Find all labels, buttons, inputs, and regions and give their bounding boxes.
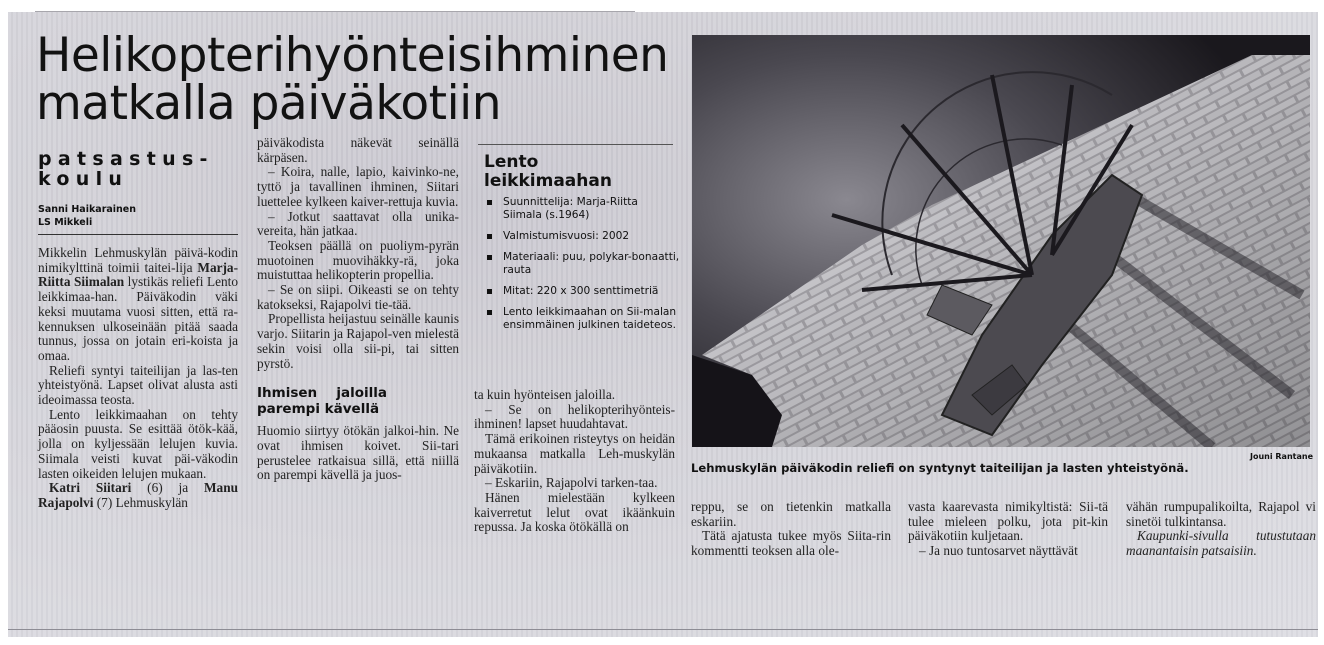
- article-column-3: [474, 388, 675, 535]
- paragraph: reppu, se on tietenkin matkalla eskariin.: [691, 499, 891, 529]
- paragraph: – Se on siipi. Oikeasti se on tehty katokseksi, Rajapolvi tie-tää.: [257, 282, 459, 312]
- paragraph: – Ja nuo tuntosarvet näyttävät: [919, 543, 1078, 559]
- factbox-item: Valmistumisvuosi: 2002: [484, 230, 680, 243]
- kicker-line-2: koulu: [38, 168, 129, 190]
- factbox-list: [484, 196, 680, 332]
- series-note: Kaupunki-sivulla tutustutaan maanantaisin patsaisiin.: [1126, 528, 1316, 559]
- photo-credit: Jouni Rantane: [1250, 452, 1313, 461]
- headline-line-1: Helikopterihyönteisihminen: [36, 28, 669, 83]
- factbox-item: Materiaali: puu, polykar-bonaatti, rauta: [484, 251, 680, 277]
- article-column-4: [691, 500, 891, 559]
- subheading: Ihmisen jaloilla parempi kävellä: [257, 385, 387, 418]
- paragraph: Lento leikkimaahan on tehty pääosin puusta. Se esittää ötök-kää, jolla on kyljessään lelujen kuvia. Siimala veisti kuvat päi-väkodin lasten oikeiden lelujen mukaan.: [38, 406, 238, 481]
- paragraph: Tätä ajatusta tukee myös Siita-rin kommentti teoksen alla ole-: [691, 528, 891, 559]
- paragraph: ta kuin hyönteisen jaloilla.: [474, 387, 616, 402]
- headline-line-2: matkalla päiväkotiin: [36, 76, 502, 131]
- factbox-item: Mitat: 220 x 300 senttimetriä: [484, 285, 680, 298]
- byline-author: Sanni Haikarainen: [38, 204, 137, 215]
- paragraph: päiväkodista näkevät seinällä kärpäsen.: [257, 135, 459, 165]
- byline-divider: [38, 234, 238, 235]
- article-column-1: [38, 246, 238, 511]
- photo-caption: Lehmuskylän päiväkodin reliefi on syntynyt taiteilijan ja lasten yhteistyönä.: [691, 461, 1189, 475]
- sculpture-photo: [692, 35, 1310, 447]
- paragraph: – Se on helikopterihyönteis-ihminen! lapset huudahtavat.: [474, 401, 675, 432]
- paragraph: Teoksen päällä on puoliym-pyrän muotoinen muovihäkky-rä, joka muistuttaa helikopterin propellia.: [257, 237, 459, 283]
- article-column-6: [1126, 500, 1316, 559]
- paragraph: vasta kaarevasta nimikyltistä: Sii-tä tulee mieleen polku, jota pit-kin päiväkotiin kuljetaan.: [908, 499, 1108, 544]
- factbox-item: Lento leikkimaahan on Sii-malan ensimmäinen julkinen taideteos.: [484, 306, 680, 332]
- bottom-rule: [8, 629, 1318, 630]
- artist-name: Marja-Riitta Siimalan: [38, 259, 238, 290]
- paragraph: Mikkelin Lehmuskylän päivä-kodin nimikylttinä toimii taitei-lija Marja-Riitta Siimalan lystikäs reliefi Lento leikkimaa-han. Päiväkodin väki keksi muutama vuosi sitten, että ra-kennuksen ulkoseinään pitää saada tunnus, jossa on jotain eri-koista ja omaa.: [38, 245, 238, 363]
- headline: [36, 28, 686, 131]
- square-bullet-icon: [487, 310, 492, 315]
- square-bullet-icon: [487, 255, 492, 260]
- paragraph: [1126, 529, 1316, 558]
- paragraph: Hänen mielestään kylkeen kaiverretut lelut ovat ikäänkuin repussa. Ja koska ötökällä on: [474, 489, 675, 535]
- paragraph: – Jotkut saattavat olla unika-vereita, hän jatkaa.: [257, 208, 459, 239]
- paragraph: Katri Siitari (6) ja Manu Rajapolvi (7) Lehmuskylän: [38, 480, 238, 510]
- relief-sculpture-image: [692, 35, 1310, 447]
- factbox-title: Lento leikkimaahan: [484, 152, 612, 191]
- paragraph: Tämä erikoinen risteytys on heidän mukaansa matkalla Leh-muskylän päiväkotiin.: [474, 431, 675, 476]
- square-bullet-icon: [487, 200, 492, 205]
- square-bullet-icon: [487, 289, 492, 294]
- child-name: Manu Rajapolvi: [38, 480, 238, 510]
- top-rule: [35, 11, 635, 12]
- square-bullet-icon: [487, 234, 492, 239]
- paragraph: – Eskariin, Rajapolvi tarken-taa.: [485, 475, 658, 491]
- factbox-item: Suunnittelija: Marja-Riitta Siimala (s.1964): [484, 196, 680, 222]
- paragraph: Huomio siirtyy ötökän jalkoi-hin. Ne ovat ihmisen koivet. Sii-tari perustelee ratkaisua sillä, että niillä on parempi kävellä ja juos-: [257, 423, 459, 483]
- byline-location: LS Mikkeli: [38, 217, 93, 228]
- paragraph: Propellista heijastuu seinälle kaunis varjo. Siitarin ja Rajapol-ven mielestä sekin voisi olla sii-pi, tai sitten pyrstö.: [257, 311, 459, 371]
- kicker-line-1: patsastus-: [38, 148, 214, 170]
- paragraph: – Koira, nalle, lapio, kaivinko-ne, tyttö ja tavallinen ihminen, Siitari luettelee kylkeen kaiver-rettuja kuvia.: [257, 164, 459, 209]
- paragraph: vähän rumpupalikoilta, Rajapol vi sinetöi tulkintansa.: [1126, 500, 1316, 529]
- section-kicker: [38, 149, 238, 189]
- factbox: [484, 153, 680, 340]
- paragraph: Reliefi syntyi taiteilijan ja las-ten yhteistyönä. Lapset olivat alusta asti ideoimassa teosta.: [38, 362, 238, 408]
- article-column-2: [257, 136, 459, 483]
- child-name: Katri Siitari: [49, 480, 132, 496]
- byline: [38, 203, 238, 229]
- factbox-divider: [478, 144, 673, 145]
- article-column-5: [908, 500, 1108, 559]
